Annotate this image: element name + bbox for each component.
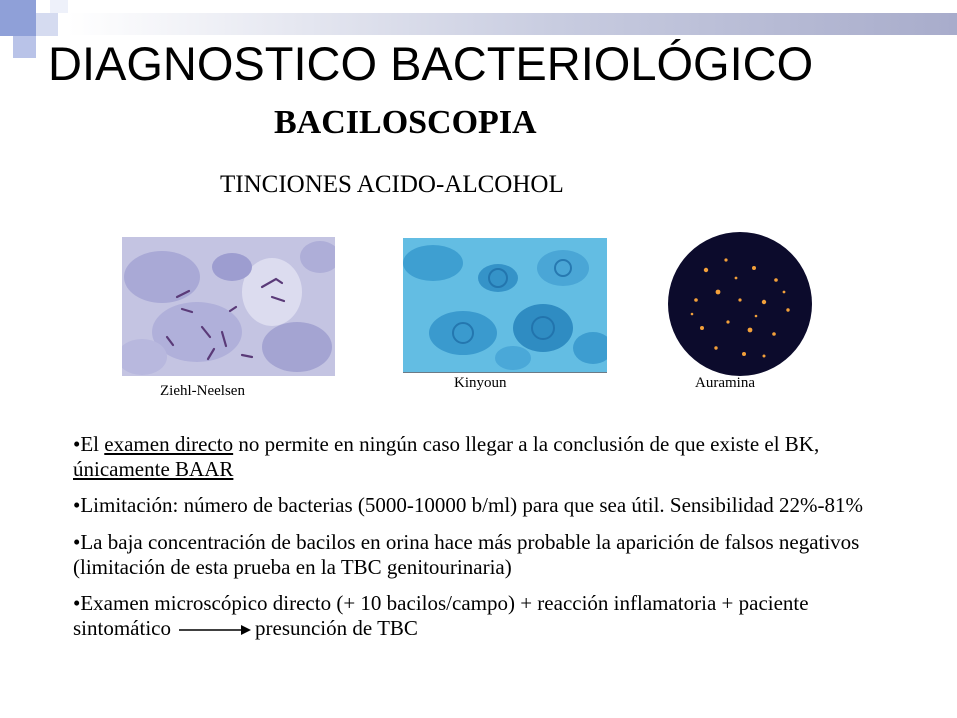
caption-auramina: Auramina [695, 375, 755, 391]
bullet-text: •Examen microscópico directo (+ 10 bacilos/campo) + reacción inflamatoria + paciente sintomático [73, 591, 809, 640]
bullet-text: no permite en ningún caso llegar a la conclusión de que existe el BK, [233, 432, 820, 456]
decor-square-2 [13, 36, 36, 58]
bullet-text: presunción de TBC [255, 616, 418, 640]
bullet-list [73, 432, 863, 652]
bullet-marker: • [73, 432, 81, 456]
caption-ziehl-neelsen: Ziehl-Neelsen [160, 383, 245, 399]
ziehl-neelsen-micrograph [122, 237, 335, 376]
slide-subheading: TINCIONES ACIDO-ALCOHOL [220, 171, 564, 198]
slide-subtitle: BACILOSCOPIA [274, 104, 537, 141]
decor-square-1 [0, 0, 36, 36]
bullet-baja-concentracion: •La baja concentración de bacilos en orina hace más probable la aparición de falsos negativos (limitación de esta prueba en la TBC genitourinaria) [73, 530, 860, 579]
caption-kinyoun: Kinyoun [454, 375, 507, 391]
kinyoun-micrograph [403, 238, 607, 373]
underlined-term: examen directo [104, 432, 234, 456]
bullet-text: El [80, 432, 105, 456]
arrow-right-icon [179, 624, 251, 636]
bullet-limitacion: •Limitación: número de bacterias (5000-10000 b/ml) para que sea útil. Sensibilidad 22%-81% [73, 493, 863, 517]
title-gradient-bar [68, 13, 957, 35]
slide-title: DIAGNOSTICO BACTERIOLÓGICO [48, 37, 814, 90]
decor-square-4 [50, 0, 68, 13]
underlined-term: únicamente BAAR [73, 457, 234, 481]
decor-square-3 [36, 13, 58, 36]
bullet-examen-directo [73, 432, 863, 482]
bullet-examen-microscopico [73, 591, 863, 641]
auramina-fluorescence-micrograph [666, 230, 814, 378]
